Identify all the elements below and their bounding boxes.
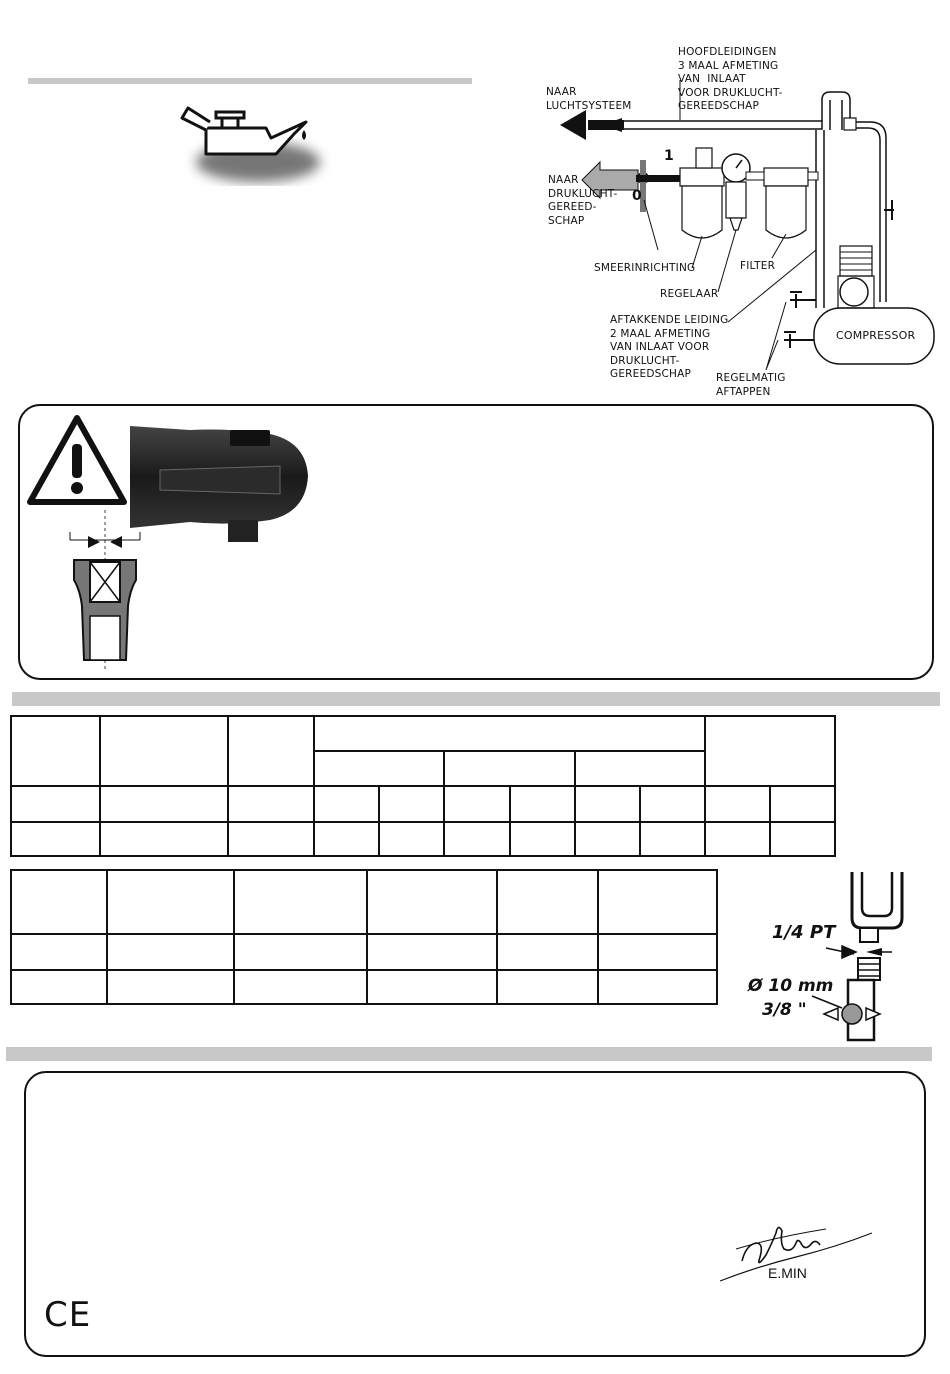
top-divider (28, 78, 472, 84)
table1-cell (314, 786, 379, 822)
ratchet-head-image (130, 416, 320, 546)
table1-cell (11, 786, 100, 822)
table1-cell (575, 786, 640, 822)
table2-cell (598, 934, 717, 970)
table2-header-cell (11, 870, 107, 934)
table2-cell (107, 970, 235, 1004)
table1-header-cell (705, 716, 835, 786)
label-compressor: COMPRESSOR (836, 329, 916, 342)
hose-inch-label: 3/8 " (762, 1000, 807, 1020)
table1-cell (379, 786, 444, 822)
valve-on-label: 1 (664, 148, 674, 164)
table1-cell (444, 822, 509, 856)
signatory-name: E.MIN (768, 1265, 807, 1281)
table2-cell (497, 934, 599, 970)
label-to-air-system: NAAR LUCHTSYSTEEM (546, 86, 632, 112)
thread-size-label: 1/4 PT (772, 922, 836, 943)
spec-table-2 (10, 869, 718, 1005)
table2-header-cell (107, 870, 235, 934)
table1-cell (100, 786, 228, 822)
table1-cell (705, 786, 770, 822)
spec-table-1 (10, 715, 836, 857)
table1-header-cell (11, 716, 100, 786)
table2-header-cell (497, 870, 599, 934)
label-to-tool: NAAR DRUKLUCHT- GEREED- SCHAP (548, 174, 618, 227)
table1-subheader-cell (575, 751, 705, 786)
table2-cell (598, 970, 717, 1004)
table1-cell (314, 822, 379, 856)
label-lubricator: SMEERINRICHTING (594, 262, 696, 274)
table1-cell (444, 786, 509, 822)
warning-box (18, 404, 934, 680)
label-regulator: REGELAAR (660, 288, 719, 300)
table2-cell (367, 934, 497, 970)
table1-cell (705, 822, 770, 856)
table1-cell (640, 786, 705, 822)
section-divider (6, 1047, 932, 1061)
table1-cell (510, 786, 575, 822)
table1-cell (770, 822, 835, 856)
table1-cell (228, 822, 314, 856)
table1-cell (510, 822, 575, 856)
table1-cell (379, 822, 444, 856)
table1-header-cell (314, 716, 704, 751)
ce-mark (44, 1295, 92, 1335)
table2-cell (11, 970, 107, 1004)
table2-header-cell (598, 870, 717, 934)
table1-cell (100, 822, 228, 856)
air-fitting-diagram (742, 872, 942, 1042)
label-drain: REGELMATIG AFTAPPEN (716, 372, 786, 398)
table2-cell (107, 934, 235, 970)
label-filter: FILTER (740, 260, 776, 272)
table2-header-cell (234, 870, 367, 934)
table1-cell (770, 786, 835, 822)
table1-cell (575, 822, 640, 856)
label-main-lines: HOOFDLEIDINGEN 3 MAAL AFMETING VAN INLAAT VOOR DRUKLUCHT- GEREEDSCHAP (678, 46, 783, 112)
table2-cell (234, 934, 367, 970)
table2-cell (234, 970, 367, 1004)
table2-cell (367, 970, 497, 1004)
label-branch-line: AFTAKKENDE LEIDING 2 MAAL AFMETING VAN INLAAT VOOR DRUKLUCHT- GEREEDSCHAP (610, 314, 729, 380)
table2-cell (497, 970, 599, 1004)
table1-cell (228, 786, 314, 822)
declaration-box (24, 1071, 926, 1357)
warning-triangle-icon (26, 414, 128, 506)
table2-header-cell (367, 870, 497, 934)
valve-off-label: 0 (632, 188, 642, 204)
table1-subheader-cell (314, 751, 444, 786)
oil-can-icon (176, 100, 336, 190)
table1-subheader-cell (444, 751, 574, 786)
table1-cell (640, 822, 705, 856)
ce-mark-text: CE (44, 1295, 92, 1335)
table1-header-cell (100, 716, 228, 786)
table2-cell (11, 934, 107, 970)
air-system-diagram (540, 40, 940, 405)
table1-cell (11, 822, 100, 856)
section-divider (12, 692, 940, 706)
hose-mm-label: Ø 10 mm (748, 976, 834, 996)
socket-diagram (60, 510, 150, 670)
table1-header-cell (228, 716, 314, 786)
